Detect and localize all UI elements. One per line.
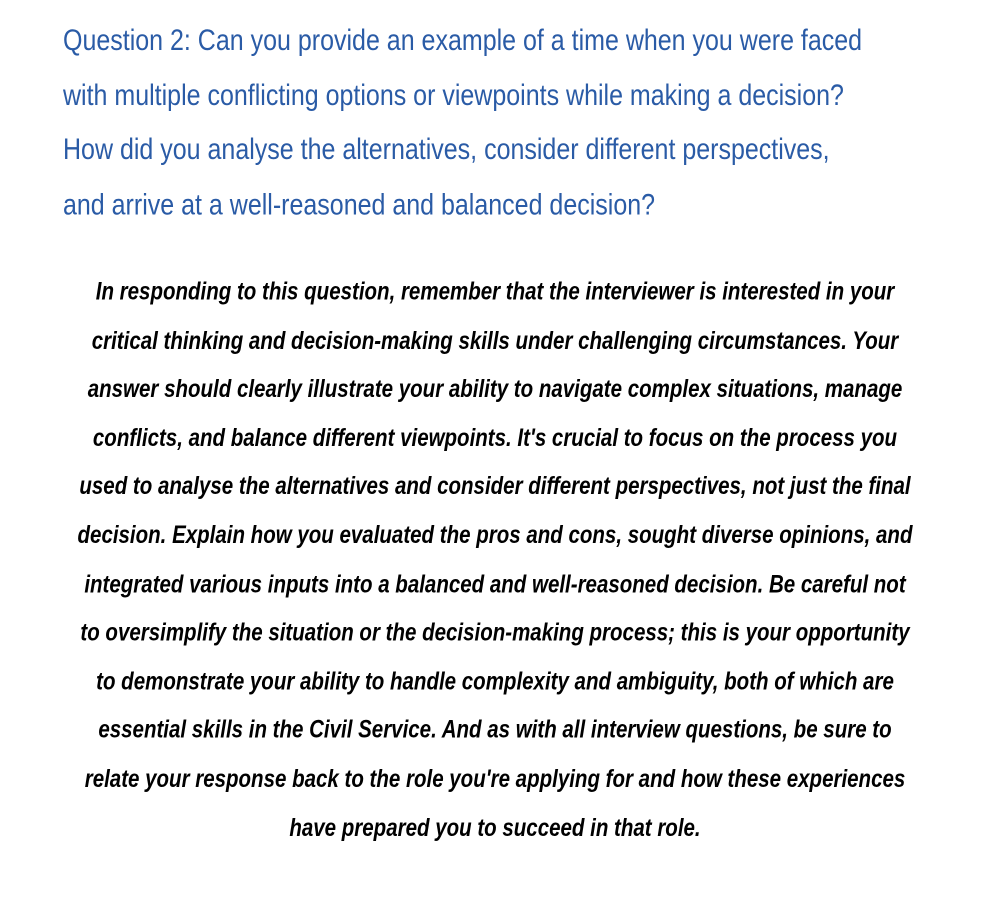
guidance-line: integrated various inputs into a balanced and well-reasoned decision. Be careful not (84, 570, 906, 598)
guidance-line: decision. Explain how you evaluated the pros and cons, sought diverse opinions, and (77, 521, 913, 550)
guidance-paragraph (30, 268, 960, 853)
guidance-line: have prepared you to succeed in that role. (289, 813, 701, 842)
question-line: with multiple conflicting options or viewpoints while making a decision? (63, 78, 844, 112)
page-content (0, 14, 990, 853)
guidance-line: to demonstrate your ability to handle complexity and ambiguity, both of which are (96, 667, 894, 696)
guidance-line: answer should clearly illustrate your ability to navigate complex situations, manage (87, 375, 903, 404)
guidance-line: In responding to this question, remember that the interviewer is interested in your (95, 278, 895, 306)
guidance-line: relate your response back to the role you're applying for and how these experiences (84, 765, 906, 793)
question-line: Question 2: Can you provide an example of a time when you were faced (63, 23, 863, 58)
guidance-line: to oversimplify the situation or the decision-making process; this is your opportunity (80, 618, 910, 647)
guidance-line: conflicts, and balance different viewpoints. It's crucial to focus on the process you (92, 424, 898, 452)
question-line: and arrive at a well-reasoned and balanced decision? (63, 187, 656, 222)
guidance-line: used to analyse the alternatives and consider different perspectives, not just the final (79, 472, 911, 501)
question-line: How did you analyse the alternatives, consider different perspectives, (63, 132, 830, 167)
question-heading (63, 14, 932, 232)
guidance-line: critical thinking and decision-making skills under challenging circumstances. Your (91, 326, 899, 355)
guidance-line: essential skills in the Civil Service. And as with all interview questions, be sure to (98, 716, 892, 745)
